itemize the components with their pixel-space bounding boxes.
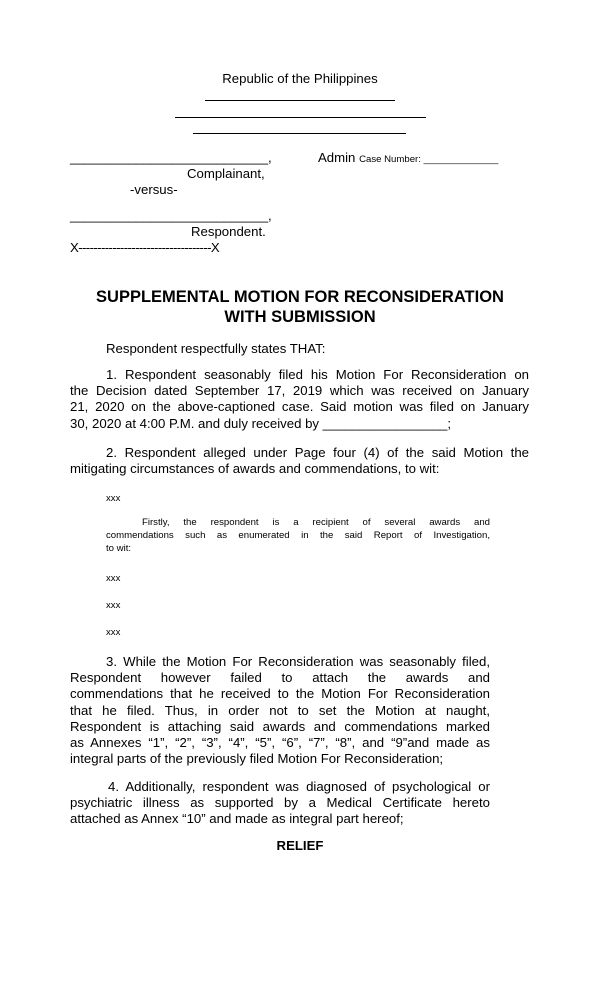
p1-line-3: 21, 2020 on the above-captioned case. Said motion was filed on January bbox=[70, 399, 529, 415]
p4-line-1: 4. Additionally, respondent was diagnosed of psychological or bbox=[108, 779, 490, 794]
paragraph-4 bbox=[70, 779, 490, 828]
admin-case-number bbox=[318, 150, 498, 165]
quote-line-1: Firstly, the respondent is a recipient of several awards and bbox=[142, 517, 490, 528]
p2-line-1: 2. Respondent alleged under Page four (4) of the said Motion the bbox=[106, 445, 529, 460]
respondent-label: Respondent. bbox=[191, 224, 266, 239]
header-blank-line-3 bbox=[193, 133, 406, 134]
header-blank-line-2 bbox=[175, 117, 426, 118]
paragraph-3 bbox=[70, 654, 490, 767]
case-number-label: Case Number: ______________ bbox=[359, 154, 499, 165]
intro-statement: Respondent respectfully states THAT: bbox=[106, 341, 326, 356]
title-line-2: WITH SUBMISSION bbox=[224, 308, 376, 326]
admin-label: Admin bbox=[318, 150, 356, 165]
quote-line-3: to wit: bbox=[106, 542, 132, 554]
quote-line-2: commendations such as enumerated in the said Report of Investigation, bbox=[106, 529, 490, 541]
complainant-blank: ___________________________, bbox=[70, 150, 272, 165]
header-blank-line-1 bbox=[205, 100, 395, 101]
paragraph-2 bbox=[70, 445, 529, 477]
p3-line-7: integral parts of the previously filed Motion For Reconsideration; bbox=[70, 751, 444, 767]
quoted-excerpt bbox=[106, 517, 490, 555]
p3-line-5: Respondent is attaching said awards and commendations marked bbox=[70, 718, 490, 734]
p3-line-1: 3. While the Motion For Reconsideration was seasonably filed, bbox=[106, 654, 490, 669]
ellipsis-xxx-2: xxx bbox=[106, 573, 121, 584]
p2-line-2: mitigating circumstances of awards and commendations, to wit: bbox=[70, 461, 440, 477]
republic-heading: Republic of the Philippines bbox=[222, 71, 378, 86]
p3-line-3: commendations that he received to the Motion For Reconsideration bbox=[70, 686, 490, 702]
p4-line-3: attached as Annex “10” and made as integral part hereof; bbox=[70, 811, 404, 827]
versus-label: -versus- bbox=[130, 182, 178, 197]
p1-line-2: the Decision dated September 17, 2019 which was received on January bbox=[70, 383, 529, 399]
document-title bbox=[40, 287, 560, 327]
relief-heading: RELIEF bbox=[276, 838, 324, 853]
p1-line-1: 1. Respondent seasonably filed his Motion For Reconsideration on bbox=[106, 367, 529, 382]
ellipsis-xxx-1: xxx bbox=[106, 493, 121, 504]
paragraph-1 bbox=[70, 367, 529, 432]
p3-line-4: that he filed. Thus, in order not to set the Motion at naught, bbox=[70, 702, 490, 718]
caption-separator: X-----------------------------------X bbox=[70, 240, 220, 255]
p3-line-2: Respondent however failed to attach the awards and bbox=[70, 670, 490, 686]
complainant-label: Complainant, bbox=[187, 166, 265, 181]
respondent-blank: ___________________________, bbox=[70, 208, 272, 223]
p3-line-6: as Annexes “1”, “2”, “3”, “4”, “5”, “6”, “7”, “8”, and “9”and made as bbox=[70, 735, 490, 751]
ellipsis-xxx-3: xxx bbox=[106, 600, 121, 611]
p1-line-4: 30, 2020 at 4:00 P.M. and duly received by _________________; bbox=[70, 415, 452, 431]
p4-line-2: psychiatric illness as supported by a Medical Certificate hereto bbox=[70, 795, 490, 811]
title-line-1: SUPPLEMENTAL MOTION FOR RECONSIDERATION bbox=[96, 288, 504, 306]
ellipsis-xxx-4: xxx bbox=[106, 627, 121, 638]
